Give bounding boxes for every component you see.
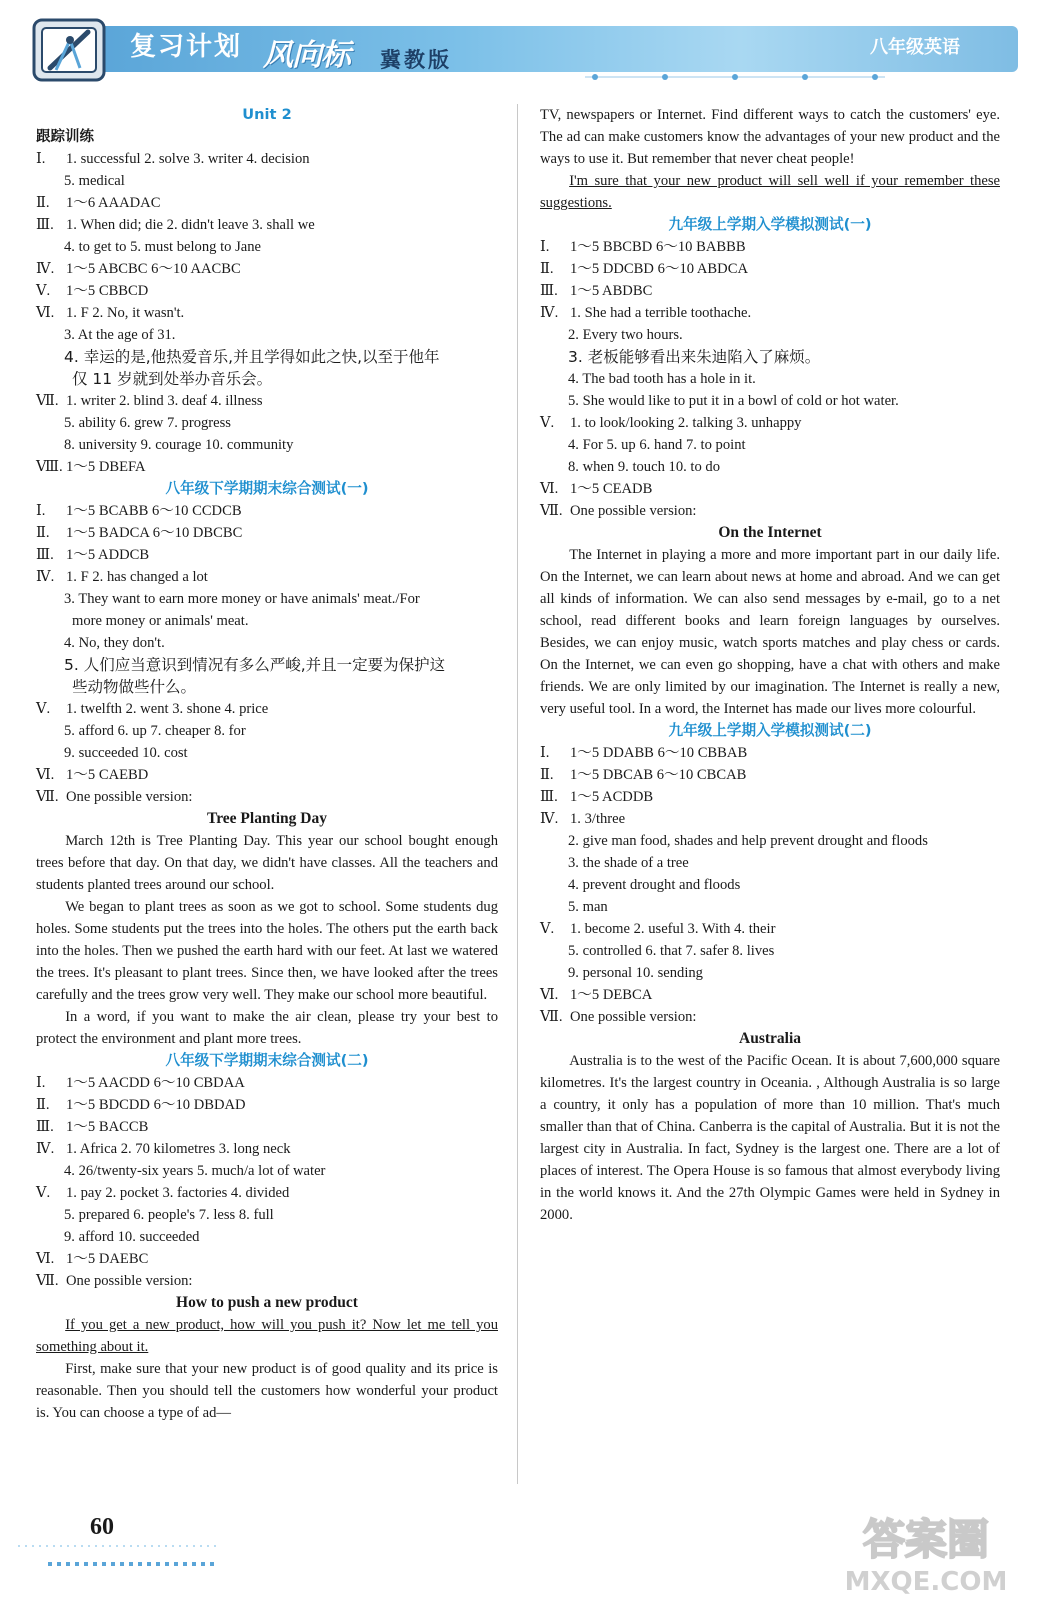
answer-text: 1～5 ADDCB — [66, 547, 150, 563]
answer-line — [36, 610, 498, 632]
roman-numeral: Ⅶ. — [540, 503, 563, 519]
answer-line — [540, 302, 1000, 324]
answer-line — [36, 676, 498, 698]
answer-line — [540, 830, 1000, 852]
answer-line — [540, 896, 1000, 918]
answer-line — [36, 720, 498, 742]
essay-paragraph: TV, newspapers or Internet. Find different ways to catch the customers' eye. The ad can make customers know the advantages of your new product and the ways to use it. But remember that never cheat people! — [540, 107, 1000, 167]
answer-text: 1. She had a terrible toothache. — [570, 305, 752, 321]
roman-numeral: Ⅱ. — [36, 525, 50, 541]
roman-numeral: Ⅴ. — [36, 283, 51, 299]
book-compass-logo-icon — [30, 10, 112, 88]
answer-line — [540, 852, 1000, 874]
answer-list — [540, 236, 1000, 522]
answer-text: 4. 幸运的是,他热爱音乐,并且学得如此之快,以至于他年 — [64, 348, 440, 366]
answer-line — [540, 764, 1000, 786]
section-title: 九年级上学期入学模拟测试(一) — [668, 216, 872, 233]
answer-text: 9. afford 10. succeeded — [64, 1229, 200, 1245]
answer-text: 9. personal 10. sending — [568, 965, 703, 981]
roman-numeral: Ⅷ. — [36, 459, 63, 475]
answer-text: 1～5 ABDBC — [570, 283, 653, 299]
answer-line — [36, 412, 498, 434]
column-divider — [517, 104, 518, 1484]
roman-numeral: Ⅵ. — [36, 1251, 55, 1267]
answer-line — [36, 1160, 498, 1182]
roman-numeral: Ⅳ. — [36, 1141, 55, 1157]
roman-numeral: Ⅲ. — [36, 547, 54, 563]
essay-paragraph: First, make sure that your new product is of good quality and its price is reasonable. Then you should tell the customers how wonderful your product is. You can choose a type of ad— — [36, 1361, 498, 1421]
answer-text: 4. For 5. up 6. hand 7. to point — [568, 437, 746, 453]
header-dots-decoration — [585, 73, 885, 81]
roman-numeral: Ⅵ. — [36, 305, 55, 321]
answer-line — [36, 1116, 498, 1138]
essay-title: On the Internet — [718, 524, 822, 541]
answer-line — [540, 456, 1000, 478]
answer-line — [540, 478, 1000, 500]
answer-line — [36, 1072, 498, 1094]
roman-numeral: Ⅱ. — [540, 261, 554, 277]
answer-text: 5. controlled 6. that 7. safer 8. lives — [568, 943, 775, 959]
roman-numeral: Ⅶ. — [36, 393, 59, 409]
answer-text: 1. successful 2. solve 3. writer 4. decision — [66, 151, 310, 167]
answer-text: 1. F 2. No, it wasn't. — [66, 305, 185, 321]
answer-text: 1～5 ACDDB — [570, 789, 654, 805]
answer-text: 1～5 ABCBC 6～10 AACBC — [66, 261, 241, 277]
answer-line — [540, 280, 1000, 302]
answer-line — [540, 940, 1000, 962]
answer-text: more money or animals' meat. — [72, 613, 249, 629]
answer-text: 5. prepared 6. people's 7. less 8. full — [64, 1207, 274, 1223]
answer-line — [36, 522, 498, 544]
answer-line — [540, 346, 1000, 368]
answer-line — [540, 390, 1000, 412]
answer-text: One possible version: — [570, 1009, 697, 1025]
roman-numeral: Ⅰ. — [540, 745, 550, 761]
essay-paragraph-underlined: I'm sure that your new product will sell well if your remember these suggestions. — [540, 173, 1000, 211]
answer-text: 5. ability 6. grew 7. progress — [64, 415, 231, 431]
answer-line — [36, 214, 498, 236]
essay-paragraph: The Internet in playing a more and more important part in our daily life. On the Internet, we can learn about news at home and abroad. And we can get all kinds of information. We can also send messages by e-mail, go to a net school, read different books and learn foreign languages by ourselves. Besides, we can enjoy music, watch sports matches and play chess or cards. On the Internet, we can even go shopping, have a chat with others and make friends. We are only limited by our imagination. The Internet is really a new, very useful tool. In a word, the Internet has made our lives more colourful. — [540, 547, 1000, 717]
essay-paragraph: Australia is to the west of the Pacific Ocean. It is about 7,600,000 square kilometres. It's the largest country in Oceania. , Although Australia is so large a country, it only has a population of more than 10 million. That's much smaller than that of China. Canberra is the capital of Australia. But it is not the largest city in Australia. In fact, Sydney is the largest one. There are a lot of places of interest. The Opera House is so famous that almost everybody living in the world knows it. And the 27th Olympic Games were held in Sydney in 2000. — [540, 1053, 1000, 1223]
answer-text: 8. when 9. touch 10. to do — [568, 459, 721, 475]
answer-text: 1～5 CAEBD — [66, 767, 149, 783]
answer-line — [36, 1094, 498, 1116]
essay-title: Australia — [739, 1030, 801, 1047]
answer-text: 1～5 BADCA 6～10 DBCBC — [66, 525, 243, 541]
answer-line — [36, 1248, 498, 1270]
answer-line — [540, 808, 1000, 830]
answer-text: 1～5 DBCAB 6～10 CBCAB — [570, 767, 747, 783]
answer-list — [36, 500, 498, 808]
answer-text: 1. become 2. useful 3. With 4. their — [570, 921, 776, 937]
answer-text: 1～5 BCABB 6～10 CCDCB — [66, 503, 242, 519]
answer-list — [36, 148, 498, 478]
answer-text: 1～5 AACDD 6～10 CBDAA — [66, 1075, 245, 1091]
answer-line — [36, 566, 498, 588]
unit-title: Unit 2 — [242, 106, 292, 123]
watermark-url-text: MXQE.COM — [844, 1567, 1008, 1596]
essay-title: Tree Planting Day — [207, 810, 327, 827]
answer-line — [540, 984, 1000, 1006]
answer-text: 1. F 2. has changed a lot — [66, 569, 208, 585]
answer-line — [36, 368, 498, 390]
page-footer — [0, 1500, 1038, 1600]
answer-text: 1～6 AAADAC — [66, 195, 161, 211]
essay-paragraph-underlined: If you get a new product, how will you push it? Now let me tell you something about it. — [36, 1317, 498, 1355]
page-header — [0, 0, 1038, 96]
roman-numeral: Ⅵ. — [540, 481, 559, 497]
essay-paragraph: March 12th is Tree Planting Day. This year our school bought enough trees before that day. On that day, we didn't have classes. All the teachers and students planted trees around our school. — [36, 833, 498, 893]
answer-line — [540, 434, 1000, 456]
answer-text: 1. When did; die 2. didn't leave 3. shall we — [66, 217, 315, 233]
answer-line — [540, 258, 1000, 280]
answer-text: 4. The bad tooth has a hole in it. — [568, 371, 756, 387]
roman-numeral: Ⅵ. — [540, 987, 559, 1003]
answer-text: 1～5 DAEBC — [66, 1251, 149, 1267]
answer-text: 1～5 CBBCD — [66, 283, 149, 299]
answer-line — [36, 170, 498, 192]
roman-numeral: Ⅳ. — [36, 261, 55, 277]
answer-text: 1～5 DDABB 6～10 CBBAB — [570, 745, 748, 761]
answer-line — [36, 302, 498, 324]
essay-title: How to push a new product — [176, 1294, 358, 1311]
answer-line — [36, 1182, 498, 1204]
roman-numeral: Ⅰ. — [540, 239, 550, 255]
answer-text: 1. 3/three — [570, 811, 626, 827]
answer-line — [36, 456, 498, 478]
roman-numeral: Ⅰ. — [36, 1075, 46, 1091]
answer-line — [540, 368, 1000, 390]
answer-line — [540, 742, 1000, 764]
answer-line — [36, 698, 498, 720]
answer-line — [36, 786, 498, 808]
answer-line — [540, 500, 1000, 522]
answer-line — [540, 236, 1000, 258]
answer-line — [36, 1138, 498, 1160]
roman-numeral: Ⅳ. — [540, 811, 559, 827]
answer-line — [36, 434, 498, 456]
answer-text: 5. man — [568, 899, 608, 915]
roman-numeral: Ⅴ. — [36, 1185, 51, 1201]
answer-text: 1～5 BACCB — [66, 1119, 149, 1135]
answer-text: 1. twelfth 2. went 3. shone 4. price — [66, 701, 269, 717]
answer-text: 5. medical — [64, 173, 125, 189]
roman-numeral: Ⅱ. — [36, 1097, 50, 1113]
page-number: 60 — [90, 1514, 114, 1540]
essay-paragraph: We began to plant trees as soon as we got to school. Some students dug holes. Some students put the trees into the holes. The others put the earth back into the holes. Then we pushed the earth hard with our feet. At last we watered the trees. It's pleasant to plant trees. Since then, we have looked after the trees carefully and the trees grow very well. They make our school more beautiful. — [36, 899, 498, 1003]
answer-list — [540, 742, 1000, 1028]
answer-text: 仅 11 岁就到处举办音乐会。 — [72, 370, 273, 388]
roman-numeral: Ⅳ. — [540, 305, 559, 321]
answer-text: One possible version: — [66, 789, 193, 805]
answer-line — [540, 874, 1000, 896]
answer-line — [36, 390, 498, 412]
answer-text: 1. Africa 2. 70 kilometres 3. long neck — [66, 1141, 291, 1157]
answer-line — [540, 786, 1000, 808]
section-title: 九年级上学期入学模拟测试(二) — [668, 722, 872, 739]
answer-text: 4. No, they don't. — [64, 635, 165, 651]
answer-line — [36, 1270, 498, 1292]
answer-text: 5. She would like to put it in a bowl of cold or hot water. — [568, 393, 899, 409]
roman-numeral: Ⅵ. — [36, 767, 55, 783]
answer-text: 3. the shade of a tree — [568, 855, 689, 871]
answer-text: One possible version: — [66, 1273, 193, 1289]
answer-line — [36, 654, 498, 676]
answer-text: 2. Every two hours. — [568, 327, 683, 343]
answer-line — [36, 764, 498, 786]
answer-line — [540, 1006, 1000, 1028]
grade-subject: 八年级英语 — [870, 37, 960, 58]
answer-text: 1～5 BBCBD 6～10 BABBB — [570, 239, 746, 255]
answer-line — [36, 192, 498, 214]
answer-text: 1～5 DEBCA — [570, 987, 653, 1003]
roman-numeral: Ⅲ. — [36, 217, 54, 233]
edition-label: 冀教版 — [380, 48, 452, 72]
answer-line — [540, 918, 1000, 940]
answer-text: 2. give man food, shades and help prevent drought and floods — [568, 833, 928, 849]
answer-text: 1. to look/looking 2. talking 3. unhappy — [570, 415, 802, 431]
roman-numeral: Ⅴ. — [540, 415, 555, 431]
answer-text: 1～5 CEADB — [570, 481, 653, 497]
section-heading: 跟踪训练 — [36, 129, 94, 145]
answer-line — [36, 544, 498, 566]
watermark-logo — [836, 1504, 1016, 1596]
answer-text: 3. At the age of 31. — [64, 327, 176, 343]
brand-logo: 风向标 — [263, 38, 350, 73]
answer-list — [36, 1072, 498, 1292]
section-title: 八年级下学期期末综合测试(二) — [165, 1052, 369, 1069]
answer-text: 1～5 BDCDD 6～10 DBDAD — [66, 1097, 246, 1113]
roman-numeral: Ⅱ. — [540, 767, 554, 783]
roman-numeral: Ⅱ. — [36, 195, 50, 211]
answer-text: 1. pay 2. pocket 3. factories 4. divided — [66, 1185, 290, 1201]
roman-numeral: Ⅴ. — [36, 701, 51, 717]
answer-line — [36, 588, 498, 610]
answer-text: 1. writer 2. blind 3. deaf 4. illness — [66, 393, 263, 409]
answer-text: 1～5 DBEFA — [66, 459, 146, 475]
series-title: 复习计划 — [130, 32, 243, 62]
answer-line — [36, 742, 498, 764]
answer-text: One possible version: — [570, 503, 697, 519]
answer-line — [36, 324, 498, 346]
roman-numeral: Ⅲ. — [540, 283, 558, 299]
roman-numeral: Ⅴ. — [540, 921, 555, 937]
answer-line — [540, 412, 1000, 434]
answer-text: 9. succeeded 10. cost — [64, 745, 188, 761]
left-column — [36, 104, 498, 1424]
answer-text: 3. 老板能够看出来朱迪陷入了麻烦。 — [568, 348, 821, 366]
answer-text: 4. to get to 5. must belong to Jane — [64, 239, 261, 255]
roman-numeral: Ⅳ. — [36, 569, 55, 585]
answer-line — [36, 258, 498, 280]
answer-line — [36, 632, 498, 654]
roman-numeral: Ⅶ. — [36, 789, 59, 805]
essay-paragraph: In a word, if you want to make the air clean, please try your best to protect the environment and plant more trees. — [36, 1009, 498, 1047]
section-title: 八年级下学期期末综合测试(一) — [165, 480, 369, 497]
answer-text: 5. 人们应当意识到情况有多么严峻,并且一定要为保护这 — [64, 656, 446, 674]
roman-numeral: Ⅶ. — [540, 1009, 563, 1025]
right-column — [540, 104, 1000, 1226]
roman-numeral: Ⅲ. — [540, 789, 558, 805]
answer-line — [36, 500, 498, 522]
roman-numeral: Ⅶ. — [36, 1273, 59, 1289]
roman-numeral: Ⅰ. — [36, 503, 46, 519]
answer-text: 4. 26/twenty-six years 5. much/a lot of water — [64, 1163, 326, 1179]
answer-line — [540, 962, 1000, 984]
answer-line — [36, 236, 498, 258]
answer-line — [36, 148, 498, 170]
answer-text: 些动物做些什么。 — [72, 678, 197, 696]
answer-text: 8. university 9. courage 10. community — [64, 437, 294, 453]
footer-dots-decoration — [18, 1540, 218, 1570]
answer-text: 3. They want to earn more money or have animals' meat./For — [64, 591, 420, 607]
watermark-main-text: 答案圈 — [862, 1515, 990, 1564]
roman-numeral: Ⅰ. — [36, 151, 46, 167]
answer-text: 5. afford 6. up 7. cheaper 8. for — [64, 723, 246, 739]
answer-line — [540, 324, 1000, 346]
answer-text: 4. prevent drought and floods — [568, 877, 741, 893]
answer-text: 1～5 DDCBD 6～10 ABDCA — [570, 261, 748, 277]
roman-numeral: Ⅲ. — [36, 1119, 54, 1135]
answer-line — [36, 1226, 498, 1248]
answer-line — [36, 280, 498, 302]
answer-line — [36, 1204, 498, 1226]
answer-line — [36, 346, 498, 368]
